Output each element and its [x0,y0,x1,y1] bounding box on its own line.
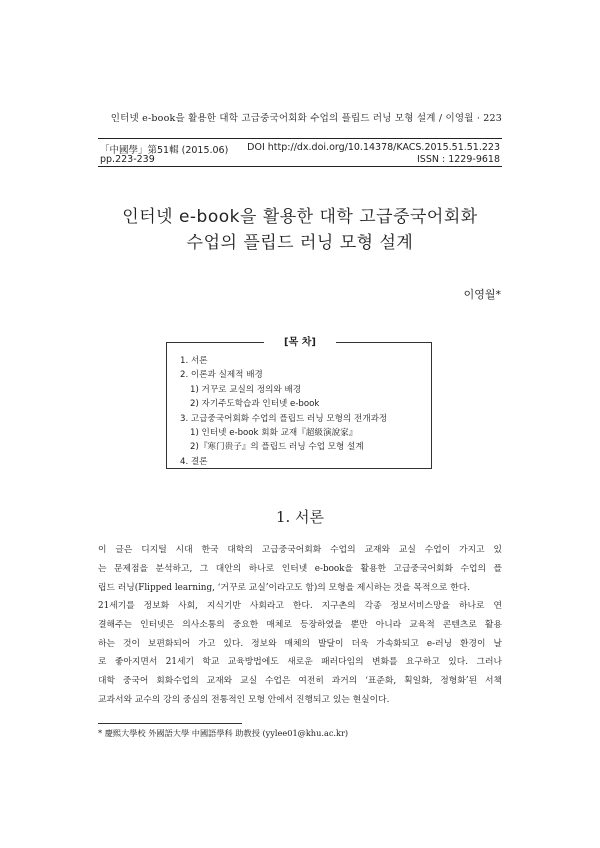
paragraph-line: 결해주는 인터넷은 의사소통의 중요한 매체로 등장하였을 뿐만 아니라 교육적 콘텐츠로 활용 [98,619,502,630]
toc-list [180,354,420,469]
meta-rule-top [98,138,502,139]
paragraph-line: 로 좋아지면서 21세기 학교 교육방법에도 새로운 패러다임의 변화를 요구하고 있다. 그러나 [98,657,502,668]
footnote-rule [98,723,242,724]
paragraph-line: 이 글은 디지털 시대 한국 대학의 고급중국어회화 수업의 교재와 교실 수업이 가지고 있 [98,545,502,555]
section-heading: 1. 서론 [275,508,325,526]
toc-item: 1. 서론 [180,356,208,366]
title-line-1: 인터넷 e-book을 활용한 대학 고급중국어회화 [122,207,478,227]
footnote: * 慶熙大學校 外國語大學 中國語學科 助教授 (yylee01@khu.ac.kr) [98,728,349,738]
body-paragraph-1 [98,541,502,597]
author-name: 이영월* [463,288,501,301]
toc-item: 4. 결론 [180,456,208,467]
toc-item: 2. 이론과 실제적 배경 [180,370,263,381]
doi-link[interactable]: DOI http://dx.doi.org/10.14378/KACS.2015.51.51.223 [247,142,500,153]
title-line-2: 수업의 플립드 러닝 모형 설계 [186,233,414,253]
toc-item: 3. 고급중국어회화 수업의 플립드 러닝 모형의 전개과정 [180,413,388,424]
paper-title [60,204,540,256]
issn: ISSN : 1229-9618 [417,154,500,165]
paragraph-line: 하는 것이 보편화되어 가고 있다. 정보와 매체의 발달이 더욱 가속화되고 e-러닝 환경이 날 [98,638,502,649]
toc-item: 2)『寒门贵子』의 플립드 러닝 수업 모형 설계 [190,442,364,453]
paragraph-line: 립드 러닝(Flipped learning, ‘거꾸로 교실’이라고도 함)의 모형을 제시하는 것을 목적으로 한다. [98,582,471,593]
toc-item: 1) 인터넷 e-book 회화 교재『超級演說家』 [190,428,358,439]
toc-item: 2) 자기주도학습과 인터넷 e-book [190,399,320,410]
toc-item: 1) 거꾸로 교실의 정의와 배경 [190,384,302,395]
paragraph-line: 는 문제점을 분석하고, 그 대안의 하나로 인터넷 e-book을 활용한 고급중국어회화 수업의 플 [98,563,502,574]
toc-heading: [목 차] [264,333,336,348]
body-paragraph-2 [98,597,502,710]
paragraph-line: 대학 중국어 회화수업의 교재와 교실 수업은 여전히 과거의 ‘표준화, 획일화, 정형화’된 서책 [98,676,502,687]
page-range: pp.223-239 [100,154,155,165]
running-header: 인터넷 e-book을 활용한 대학 고급중국어회화 수업의 플립드 러닝 모형 설계 / 이영월 · 223 [110,113,502,124]
paragraph-line: 21세기를 정보화 사회, 지식기반 사회라고 한다. 지구촌의 각종 정보서비스망을 하나로 연 [98,601,502,611]
meta-rule-bottom [98,166,502,167]
journal-info: 「中國學」第51輯 (2015.06) [100,145,229,156]
paragraph-line: 교과서와 교수의 강의 중심의 전통적인 모형 안에서 진행되고 있는 현실이다. [98,694,390,705]
